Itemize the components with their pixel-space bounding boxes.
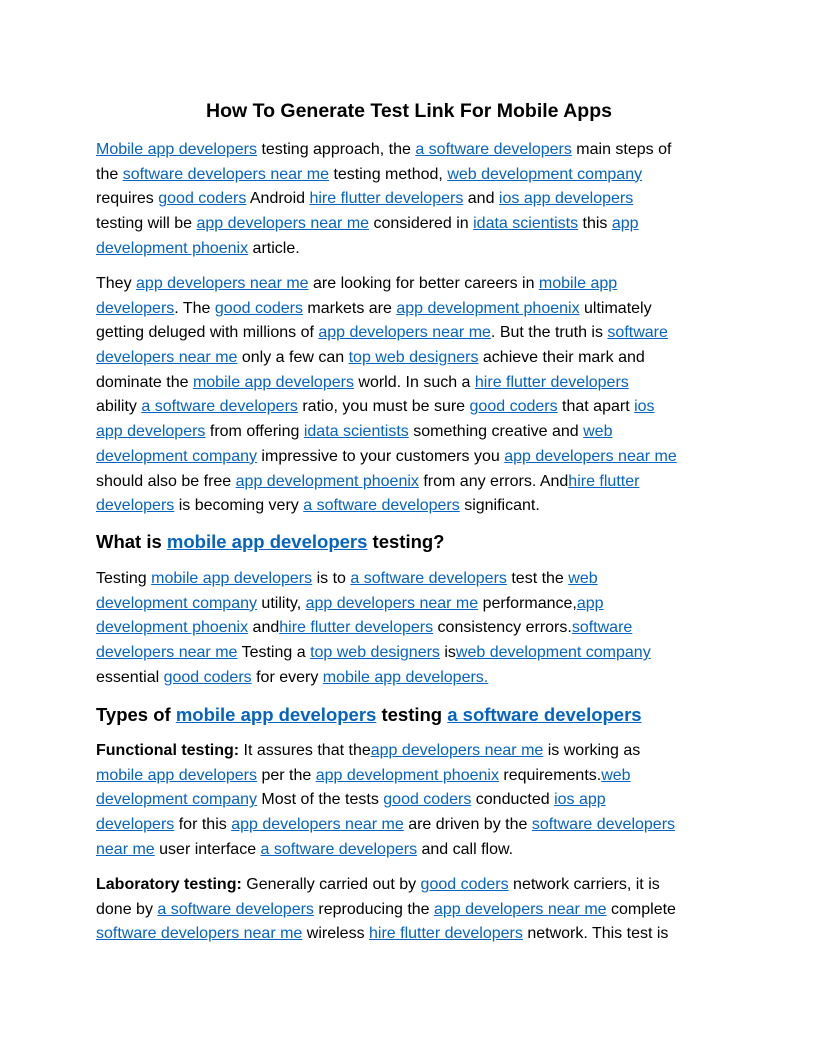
text-line: [96, 494, 722, 519]
text-run: are looking for better careers in: [308, 275, 539, 292]
hyperlink[interactable]: hire flutter developers: [369, 925, 523, 943]
hyperlink[interactable]: mobile app developers: [151, 570, 313, 587]
text-run: Android: [246, 190, 310, 208]
text-run: network. This test is: [522, 925, 669, 943]
text-run: only a few can: [237, 349, 349, 367]
text-run: per the: [257, 766, 316, 784]
hyperlink[interactable]: mobile app developers: [166, 531, 368, 552]
hyperlink[interactable]: mobile app: [538, 275, 618, 292]
hyperlink[interactable]: developers near me: [96, 644, 238, 662]
hyperlink[interactable]: ios: [634, 398, 655, 416]
text-run: impressive to your customers you: [256, 447, 505, 465]
text-line: [96, 237, 722, 262]
hyperlink[interactable]: app developers near me: [231, 816, 404, 834]
text-run: . The: [174, 299, 215, 317]
section-heading-types: [96, 702, 722, 728]
careers-paragraph: [96, 272, 722, 519]
text-line: [96, 592, 722, 617]
text-run: consistency errors.: [433, 619, 572, 637]
text-run: that apart: [557, 398, 635, 416]
text-run: utility,: [256, 594, 306, 612]
hyperlink[interactable]: a software developers: [415, 141, 572, 158]
hyperlink[interactable]: software: [571, 619, 633, 637]
text-run: is becoming very: [174, 497, 304, 515]
hyperlink[interactable]: software developers: [531, 816, 676, 834]
text-run: dominate the: [96, 373, 193, 391]
text-run: What is: [96, 531, 167, 552]
hyperlink[interactable]: good coders: [214, 299, 303, 317]
text-line: [96, 739, 722, 764]
hyperlink[interactable]: app developers near me: [318, 324, 491, 342]
text-run: main steps of: [571, 141, 672, 158]
text-run: . But the truth is: [490, 324, 608, 342]
hyperlink[interactable]: a software developers: [141, 398, 298, 416]
hyperlink[interactable]: good coders: [469, 398, 558, 416]
hyperlink[interactable]: near me: [96, 840, 155, 858]
hyperlink[interactable]: app development phoenix: [315, 766, 499, 784]
hyperlink[interactable]: hire flutter developers: [279, 619, 434, 637]
text-run: network carriers, it is: [508, 876, 660, 893]
hyperlink[interactable]: development company: [96, 594, 257, 612]
hyperlink[interactable]: top web designers: [310, 644, 440, 662]
text-run: significant.: [459, 497, 540, 515]
text-run: markets are: [302, 299, 397, 317]
bold-label: Functional testing:: [96, 742, 240, 759]
hyperlink[interactable]: developers near me: [96, 349, 238, 367]
text-run: testing: [376, 704, 448, 725]
hyperlink[interactable]: good coders: [383, 791, 472, 809]
page-title: How To Generate Test Link For Mobile Apps: [206, 100, 612, 122]
hyperlink[interactable]: app developers near me: [196, 215, 370, 233]
hyperlink[interactable]: software: [607, 324, 668, 342]
text-line: [96, 470, 722, 495]
hyperlink[interactable]: good coders: [163, 668, 252, 686]
text-line: [96, 138, 722, 163]
text-line: [96, 641, 722, 666]
hyperlink[interactable]: development phoenix: [96, 239, 249, 257]
text-run: requires: [96, 190, 159, 208]
text-line: [96, 616, 722, 641]
text-run: essential: [96, 668, 164, 686]
text-run: achieve their mark and: [478, 349, 645, 367]
hyperlink[interactable]: idata scientists: [473, 215, 579, 233]
text-run: testing?: [367, 531, 445, 552]
text-run: requirements.: [498, 766, 602, 784]
text-line: [96, 922, 722, 947]
text-run: test the: [506, 570, 569, 587]
text-line: [96, 898, 722, 923]
text-run: Most of the tests: [256, 791, 384, 809]
text-run: article.: [248, 239, 300, 257]
text-run: user interface: [154, 840, 261, 858]
text-line: [96, 813, 722, 838]
bold-label: Laboratory testing:: [96, 876, 242, 893]
hyperlink[interactable]: web: [601, 766, 631, 784]
hyperlink[interactable]: app: [611, 215, 639, 233]
hyperlink[interactable]: mobile app developers: [96, 766, 257, 784]
text-run: considered in: [369, 215, 474, 233]
text-line: [96, 788, 722, 813]
text-line: [96, 163, 722, 188]
text-line: [96, 187, 722, 212]
text-run: is to: [312, 570, 351, 587]
text-run: from offering: [205, 423, 304, 441]
hyperlink[interactable]: development phoenix: [96, 619, 249, 637]
text-run: something creative and: [408, 423, 584, 441]
hyperlink[interactable]: hire flutter developers: [474, 373, 629, 391]
hyperlink[interactable]: a software developers: [260, 840, 418, 858]
hyperlink[interactable]: development company: [96, 447, 257, 465]
text-line: [96, 529, 722, 555]
hyperlink[interactable]: software developers near me: [122, 165, 330, 183]
text-run: ability: [96, 398, 142, 416]
text-run: world. In such a: [353, 373, 475, 391]
text-run: conducted: [471, 791, 555, 809]
functional-testing-paragraph: [96, 739, 722, 862]
text-line: [96, 420, 722, 445]
text-line: [96, 272, 722, 297]
hyperlink[interactable]: a software developers: [447, 704, 642, 725]
text-run: testing will be: [96, 215, 197, 233]
text-run: performance,: [478, 594, 577, 612]
text-run: ratio, you must be sure: [297, 398, 470, 416]
hyperlink[interactable]: app developers near me: [305, 594, 479, 612]
hyperlink[interactable]: idata scientists: [303, 423, 409, 441]
text-run: testing approach, the: [257, 141, 416, 158]
text-run: is: [439, 644, 456, 662]
hyperlink[interactable]: web development company: [455, 644, 651, 662]
hyperlink[interactable]: app: [576, 594, 604, 612]
hyperlink[interactable]: app development phoenix: [235, 472, 419, 490]
hyperlink[interactable]: mobile app developers.: [322, 668, 489, 686]
text-line: [96, 666, 722, 691]
text-run: Generally carried out by: [241, 876, 421, 893]
text-line: [96, 321, 722, 346]
text-run: done by: [96, 900, 158, 918]
text-run: for every: [251, 668, 323, 686]
text-run: Types of: [96, 704, 176, 725]
text-run: reproducing the: [313, 900, 434, 918]
text-run: and: [463, 190, 499, 208]
section-heading-what-is: [96, 529, 722, 555]
hyperlink[interactable]: app developers: [96, 423, 206, 441]
testing-description-paragraph: [96, 567, 722, 690]
text-run: for this: [174, 816, 232, 834]
text-line: [96, 567, 722, 592]
hyperlink[interactable]: good coders: [158, 190, 247, 208]
text-line: [96, 764, 722, 789]
text-run: wireless: [302, 925, 370, 943]
hyperlink[interactable]: app developers near me: [434, 900, 607, 918]
text-line: [96, 445, 722, 470]
hyperlink[interactable]: developers: [96, 497, 175, 515]
hyperlink[interactable]: web: [568, 570, 598, 587]
hyperlink[interactable]: web development company: [447, 165, 643, 183]
text-run: should also be free: [96, 472, 236, 490]
hyperlink[interactable]: hire flutter developers: [309, 190, 464, 208]
text-run: are driven by the: [403, 816, 532, 834]
hyperlink[interactable]: a software developers: [350, 570, 507, 587]
hyperlink[interactable]: app developers near me: [370, 742, 544, 759]
text-run: and call flow.: [417, 840, 514, 858]
hyperlink[interactable]: development company: [96, 791, 257, 809]
text-run: is working as: [543, 742, 641, 759]
text-run: ultimately: [579, 299, 652, 317]
text-run: Testing: [96, 570, 152, 587]
text-run: testing method,: [329, 165, 448, 183]
hyperlink[interactable]: app development phoenix: [396, 299, 580, 317]
text-run: and: [248, 619, 280, 637]
hyperlink[interactable]: hire flutter: [568, 472, 640, 490]
hyperlink[interactable]: Mobile app developers: [96, 141, 257, 158]
hyperlink[interactable]: ios app: [554, 791, 606, 809]
text-line: [96, 702, 722, 728]
text-line: [96, 838, 722, 863]
hyperlink[interactable]: mobile app developers: [192, 373, 354, 391]
hyperlink[interactable]: developers: [96, 299, 175, 317]
text-run: this: [578, 215, 612, 233]
text-run: complete: [606, 900, 676, 918]
intro-paragraph: [96, 138, 722, 261]
hyperlink[interactable]: mobile app developers: [175, 704, 377, 725]
text-run: the: [96, 165, 123, 183]
text-line: [96, 371, 722, 396]
hyperlink[interactable]: app developers near me: [504, 447, 677, 465]
text-run: getting deluged with millions of: [96, 324, 319, 342]
text-line: [96, 212, 722, 237]
text-line: [96, 297, 722, 322]
hyperlink[interactable]: software developers near me: [96, 925, 303, 943]
hyperlink[interactable]: ios app developers: [498, 190, 634, 208]
text-line: [96, 346, 722, 371]
hyperlink[interactable]: top web designers: [348, 349, 479, 367]
laboratory-testing-paragraph: [96, 873, 722, 947]
hyperlink[interactable]: a software developers: [157, 900, 314, 918]
text-line: [96, 395, 722, 420]
text-run: They: [96, 275, 137, 292]
text-run: It assures that the: [239, 742, 371, 759]
hyperlink[interactable]: good coders: [420, 876, 509, 893]
text-run: from any errors. And: [418, 472, 569, 490]
hyperlink[interactable]: app developers near me: [136, 275, 309, 292]
hyperlink[interactable]: a software developers: [303, 497, 460, 515]
text-line: [96, 873, 722, 898]
hyperlink[interactable]: developers: [96, 816, 175, 834]
hyperlink[interactable]: web: [583, 423, 613, 441]
text-run: Testing a: [237, 644, 311, 662]
